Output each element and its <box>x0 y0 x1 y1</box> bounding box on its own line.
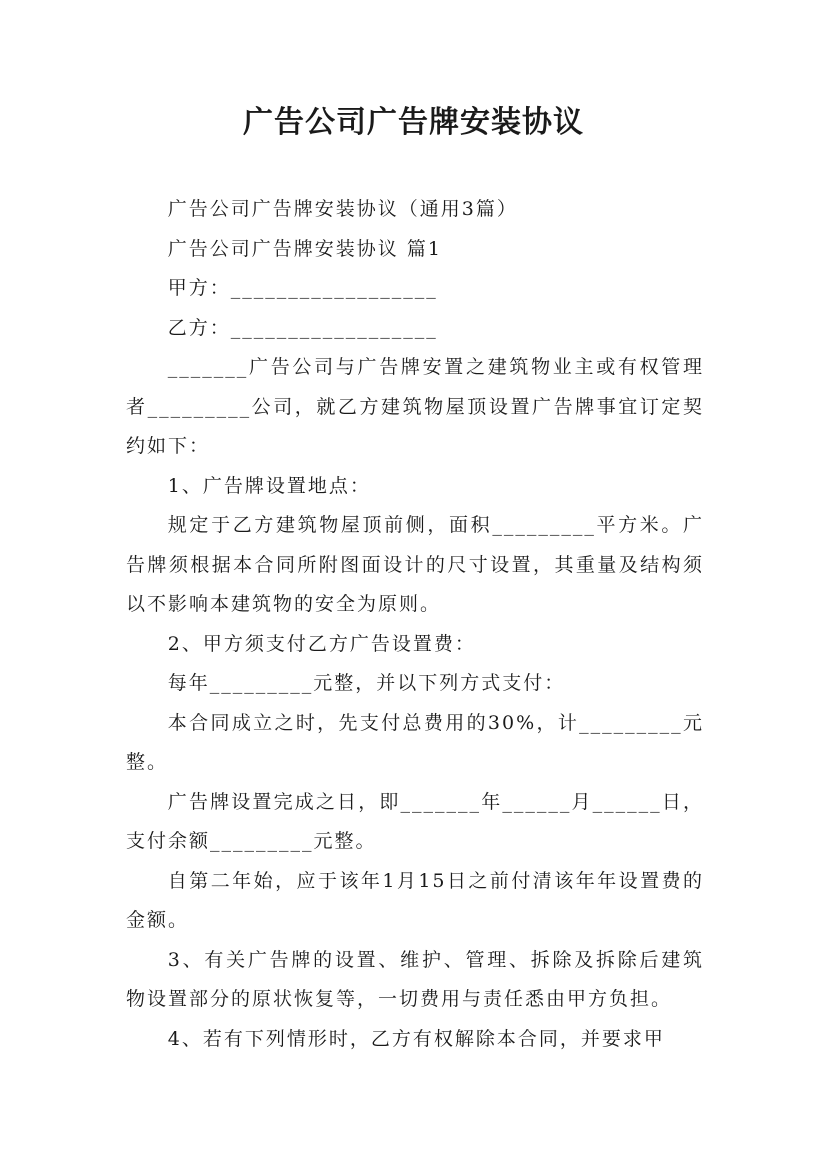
paragraph-balance-payment: 广告牌设置完成之日，即_______年______月______日，支付余额_________元整。 <box>126 790 704 852</box>
paragraph-clause-3: 3、有关广告牌的设置、维护、管理、拆除及拆除后建筑物设置部分的原状恢复等，一切费用与责任悉由甲方负担。 <box>126 948 704 1010</box>
paragraph-preamble: _______广告公司与广告牌安置之建筑物业主或有权管理者_________公司，就乙方建筑物屋顶设置广告牌事宜订定契约如下： <box>126 356 704 457</box>
paragraph-first-payment: 本合同成立之时，先支付总费用的30%，计_________元整。 <box>126 711 704 773</box>
paragraph-clause-4: 4、若有下列情形时，乙方有权解除本合同，并要求甲 <box>167 1027 665 1050</box>
paragraph-subtitle: 广告公司广告牌安装协议（通用3篇） <box>167 198 518 220</box>
paragraph-clause-1-heading: 1、广告牌设置地点： <box>167 474 371 497</box>
paragraph-clause-2-heading: 2、甲方须支付乙方广告设置费： <box>167 632 476 655</box>
paragraph-section-heading: 广告公司广告牌安装协议 篇1 <box>167 237 442 260</box>
paragraph-clause-1-body: 规定于乙方建筑物屋顶前侧，面积_________平方米。广告牌须根据本合同所附图面设计的尺寸设置，其重量及结构须以不影响本建筑物的安全为原则。 <box>126 514 704 615</box>
paragraph-annual-fee: 每年_________元整，并以下列方式支付： <box>167 672 566 694</box>
paragraph-party-b: 乙方：__________________ <box>167 316 438 339</box>
paragraph-yearly-payment: 自第二年始，应于该年1月15日之前付清该年年设置费的金额。 <box>126 869 704 931</box>
document-body <box>126 190 704 1059</box>
document-title: 广告公司广告牌安装协议 <box>243 105 584 140</box>
paragraph-party-a: 甲方：__________________ <box>167 277 438 299</box>
